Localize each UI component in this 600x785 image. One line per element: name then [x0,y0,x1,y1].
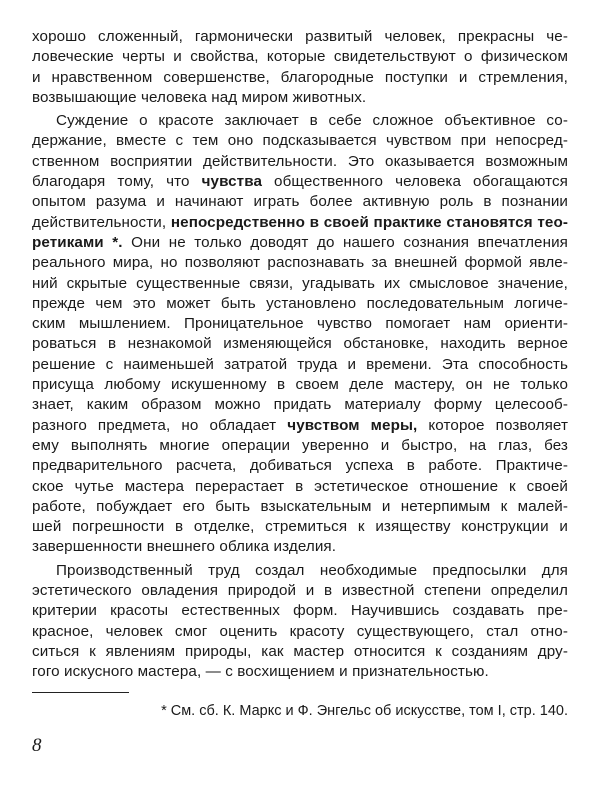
text-line [32,152,568,172]
paragraph [32,27,568,108]
text-line [32,68,568,88]
footnote-divider [32,692,129,693]
text-line [32,517,568,537]
text-line [32,622,568,642]
text-line [32,314,568,334]
text-line [32,47,568,67]
text-segment: Они не только доводят до нашего сознания впечатления [122,233,568,251]
text-segment: решение с наименьшей затратой труда и времени. Эта способность [32,355,568,373]
text-line [32,88,568,108]
text-line [32,253,568,273]
bold-text: чувством меры, [287,416,418,434]
text-line [32,375,568,395]
text-line [32,131,568,151]
text-segment: ситься к явлениям природы, как мастер относится к созданиям дру- [32,642,568,660]
text-line [32,537,568,557]
text-line [32,355,568,375]
text-segment: роваться в незнакомой изменяющейся обстановке, находить верное [32,335,568,353]
text-line [32,561,568,581]
text-line [32,233,568,253]
text-line [32,662,568,682]
text-segment: которое позволяет [417,416,569,434]
text-line [32,497,568,517]
text-segment: общественного человека обогащаются [262,173,569,191]
text-segment: красное, человек смог оценить красоту существующего, стал отно- [32,622,568,640]
paragraph [32,561,568,683]
text-segment: шей погрешности в отделке, стремиться к изяществу конструкции и [32,518,568,536]
text-line [32,416,568,436]
text-segment: ским мышлением. Проницательное чувство помогает нам ориенти- [32,315,568,333]
footnote: * См. сб. К. Маркс и Ф. Энгельс об искусстве, том I, стр. 140. [161,703,568,719]
text-line [32,395,568,415]
text-segment: ловеческие черты и свойства, которые свидетельствуют о физическом [32,48,568,66]
text-line [32,477,568,497]
text-line [32,334,568,354]
bold-text: непосредственно в своей практике становятся тео- [170,213,568,231]
text-segment: гого искусного мастера, — с восхищением и признательностью. [32,663,489,681]
text-line [32,456,568,476]
text-segment: действительности, [32,213,171,231]
text-line [32,436,568,456]
text-line [32,172,568,192]
text-segment: и нравственном совершенстве, благородные поступки и стремления, [32,68,568,86]
text-line [32,192,568,212]
page-number: 8 [32,735,42,756]
text-line [32,274,568,294]
text-line [32,601,568,621]
paragraph [32,111,568,558]
text-segment: ское чутье мастера перерастает в эстетическое отношение к своей [32,477,568,495]
text-segment: разного предмета, но обладает [32,416,288,434]
text-segment: реального мира, но позволяют распознавать за внешней формой явле- [32,254,568,272]
text-segment: держание, вместе с тем оно подсказывается чувством при непосред- [32,132,568,150]
text-segment: работе, побуждает его быть взыскательным и нетерпимым к малей- [32,497,568,515]
text-segment: прежде чем это может быть установлено последовательным логиче- [32,294,568,312]
text-segment: ственном восприятии действительности. Это оказывается возможным [32,152,568,170]
text-segment: опытом разума и начинают играть более активную роль в познании [32,193,568,211]
text-segment: благодаря тому, что [32,173,202,191]
text-segment: знает, каким образом можно придать материалу форму целесооб- [32,396,568,414]
text-line [32,642,568,662]
text-line [32,213,568,233]
bold-text: чувства [201,173,262,191]
text-segment: критерии красоты естественных форм. Научившись создавать пре- [32,602,568,620]
text-line [32,27,568,47]
text-line [32,294,568,314]
text-segment: эстетического овладения природой и в известной степени определил [32,582,568,600]
text-segment: Производственный труд создал необходимые предпосылки для [56,561,568,579]
text-line [32,581,568,601]
text-segment: присуща любому искушенному в своем деле мастеру, он не только [32,376,568,394]
text-segment: возвышающие человека над миром животных. [32,88,367,106]
page-body [32,27,568,683]
text-segment: ему выполнять многие операции уверенно и быстро, на глаз, без [32,436,568,454]
bold-text: ретиками *. [32,233,123,251]
text-segment: Суждение о красоте заключает в себе сложное объективное со- [56,112,568,130]
text-segment: хорошо сложенный, гармонически развитый человек, прекрасны че- [32,28,568,45]
text-segment: завершенности внешнего облика изделия. [32,538,337,556]
text-line [32,111,568,131]
text-segment: ний скрытые существенные связи, угадывать их смысловое значение, [32,274,568,292]
text-segment: предварительного расчета, добиваться успеха в работе. Практиче- [32,457,568,475]
